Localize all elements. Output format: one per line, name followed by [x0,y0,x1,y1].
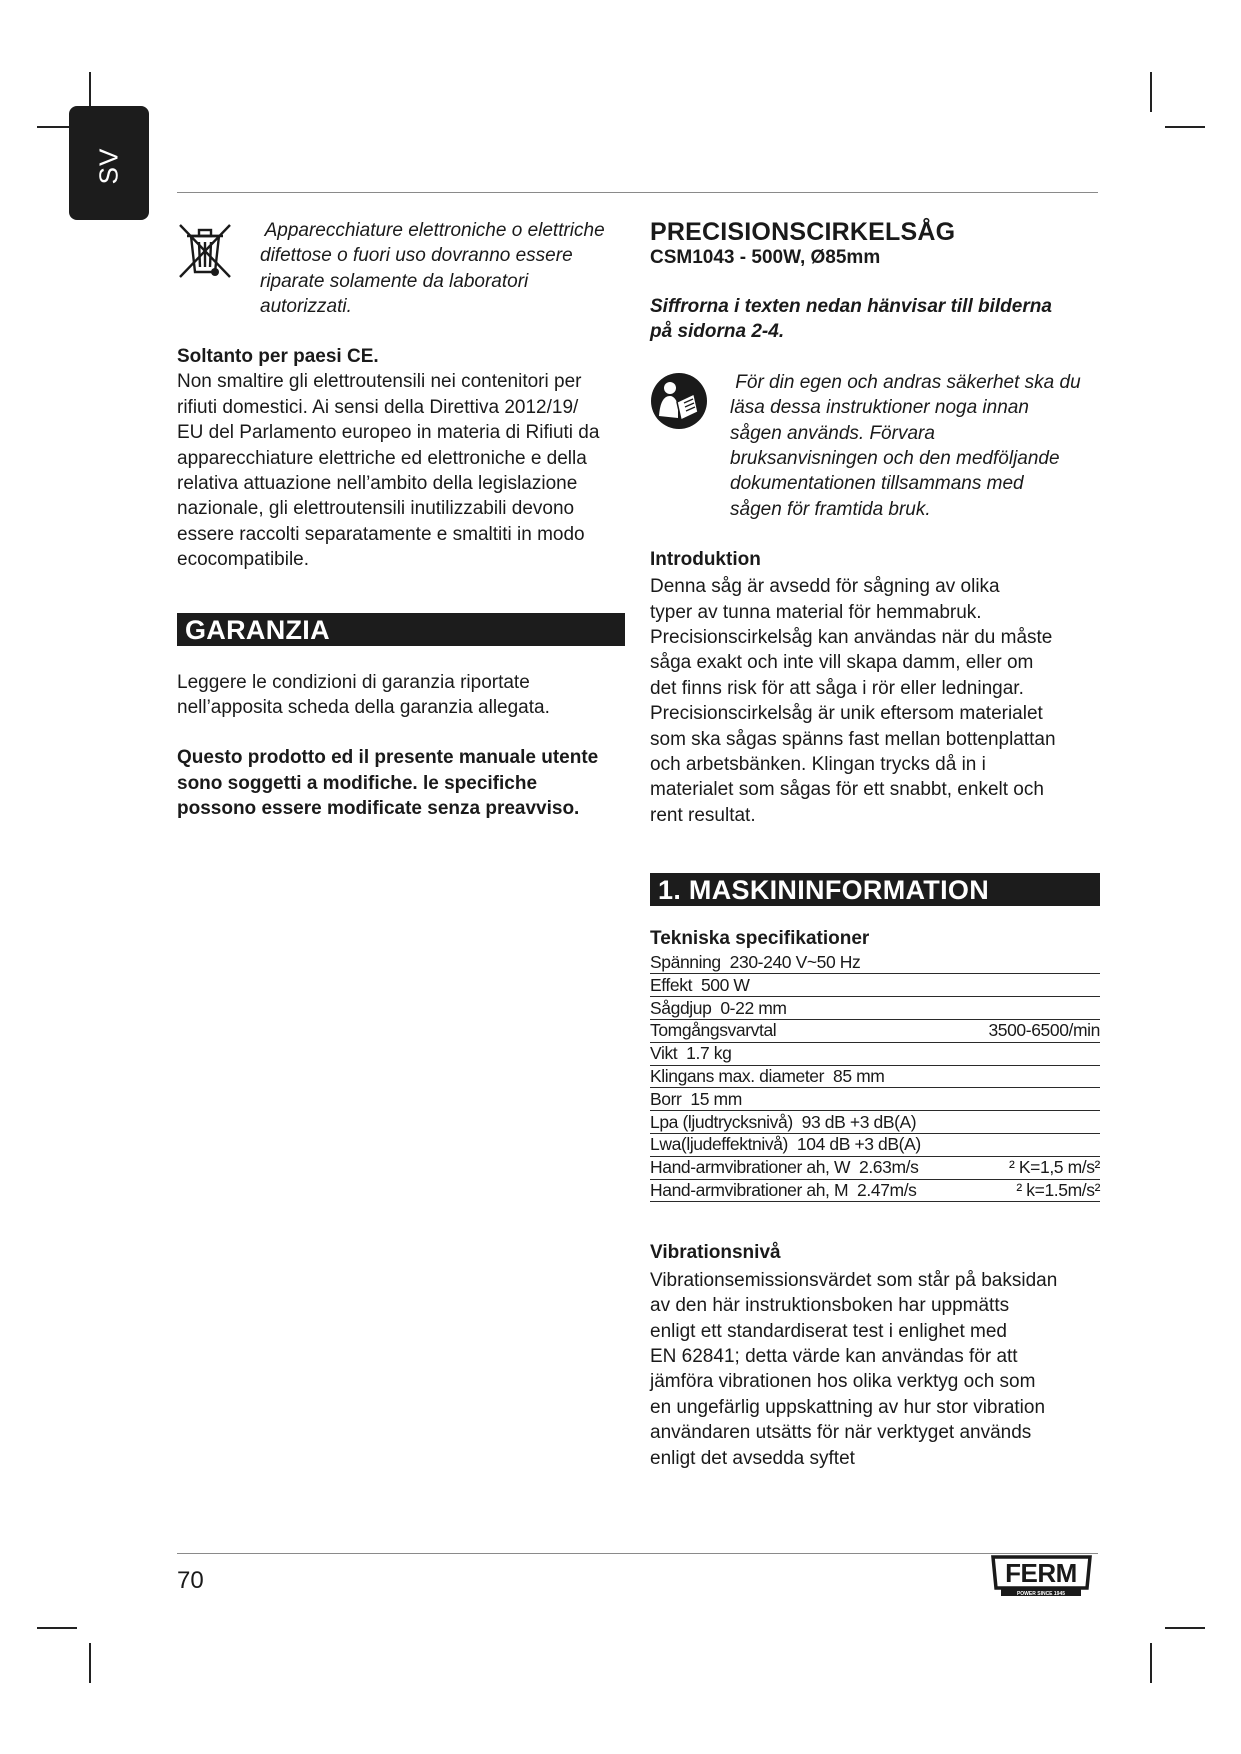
spec-label: Klingans max. diameter 85 mm [650,1065,969,1088]
crossed-bin-icon [177,222,233,280]
warranty-line: nell’apposita scheda della garanzia allegata. [177,697,550,719]
spec-label: Hand-armvibrationer ah, W 2.63m/s [650,1156,969,1179]
spec-row [650,974,1100,997]
vibration-line: Vibrationsemissionsvärdet som står på baksidan [650,1269,1058,1291]
ce-line: relativa attuazione nell’ambito della legislazione [177,473,578,495]
figure-note-line: Siffrorna i texten nedan hänvisar till bilderna [650,296,1052,317]
ferm-logo [987,1554,1096,1598]
spec-value: ² K=1,5 m/s² [969,1156,1100,1179]
safety-line: läsa dessa instruktioner noga innan [730,397,1029,419]
safety-line: sågen för framtida bruk. [730,498,931,520]
notice-line: possono essere modificate senza preavviso. [177,798,580,820]
ce-line: apparecchiature elettriche ed elettroniche e della [177,447,587,469]
spec-row [650,1179,1100,1202]
spec-row [650,952,1100,974]
spec-value [969,1134,1100,1157]
intro-line: som ska sågas spänns fast mellan bottenplattan [650,728,1056,750]
weee-notice [177,218,625,322]
vibration-heading: Vibrationsnivå [650,1242,781,1264]
vibration-line: en ungefärlig uppskattning av hur stor vibration [650,1396,1046,1418]
spec-label: Borr 15 mm [650,1088,969,1111]
header-rule [177,192,1098,193]
modification-notice [177,745,625,821]
figure-reference-note [650,294,1100,345]
intro-line: såga exakt och inte vill skapa damm, eller om [650,652,1034,674]
language-tab [69,106,149,220]
weee-line: Apparecchiature elettroniche o elettriche [260,220,605,241]
spec-row [650,1042,1100,1065]
crop-mark [89,1643,91,1683]
spec-value [969,1111,1100,1134]
intro-line: det finns risk för att såga i rör eller ledningar. [650,677,1024,699]
ce-line: EU del Parlamento europeo in materia di Rifiuti da [177,422,600,444]
language-tab-label: SV [93,147,124,185]
safety-notice [650,370,1100,523]
spec-row [650,1065,1100,1088]
spec-value: 3500-6500/min [969,1020,1100,1043]
read-manual-icon [650,372,708,430]
spec-label: Spänning 230-240 V~50 Hz [650,952,969,974]
spec-row [650,1111,1100,1134]
spec-value [969,952,1100,974]
vibration-line: av den här instruktionsboken har uppmätts [650,1295,1010,1317]
vibration-line: enligt ett standardiserat test i enlighet med [650,1320,1007,1342]
warranty-paragraph [177,670,625,721]
spec-label: Effekt 500 W [650,974,969,997]
machine-info-heading: 1. MASKININFORMATION [650,873,1100,906]
vibration-paragraph [650,1268,1100,1471]
intro-heading: Introduktion [650,548,761,570]
left-column [177,218,625,822]
intro-line: Precisionscirkelsåg kan användas när du måste [650,627,1053,649]
vibration-line: jämföra vibrationen hos olika verktyg och som [650,1371,1036,1393]
ce-line: essere raccolti separatamente e smaltiti in modo [177,523,585,545]
spec-label: Tomgångsvarvtal [650,1020,969,1043]
weee-line: difettose o fuori uso dovranno essere [260,245,573,267]
spec-row [650,1088,1100,1111]
product-title: PRECISIONSCIRKELSÅG [650,218,956,246]
ce-line: rifiuti domestici. Ai sensi della Direttiva 2012/19/ [177,396,579,418]
ce-heading: Soltanto per paesi CE. [177,346,379,367]
safety-line: bruksanvisningen och den medföljande [730,448,1060,470]
notice-line: Questo prodotto ed il presente manuale utente [177,747,599,769]
spec-label: Sågdjup 0-22 mm [650,997,969,1020]
spec-table [650,952,1100,1203]
crop-mark [1150,72,1152,112]
spec-value [969,974,1100,997]
ferm-logo-text: FERM [1005,1558,1077,1588]
footer-rule [177,1553,1098,1554]
spec-row [650,1020,1100,1043]
intro-line: Precisionscirkelsåg är unik eftersom materialet [650,703,1043,725]
right-column [650,218,1100,1471]
ferm-logo-mark [987,1554,1096,1598]
intro-line: rent resultat. [650,804,756,826]
figure-note-line: på sidorna 2-4. [650,321,785,343]
spec-value [969,1065,1100,1088]
spec-row [650,1134,1100,1157]
crop-mark [37,1627,77,1629]
spec-label: Vikt 1.7 kg [650,1042,969,1065]
notice-line: sono soggetti a modifiche. le specifiche [177,772,538,794]
spec-value [969,1042,1100,1065]
safety-line: dokumentationen tillsammans med [730,473,1024,495]
page-number: 70 [177,1567,204,1594]
warranty-line: Leggere le condizioni di garanzia riportate [177,671,530,693]
ce-paragraph [177,369,625,572]
vibration-line: EN 62841; detta värde kan användas för att [650,1346,1018,1368]
spec-label: Hand-armvibrationer ah, M 2.47m/s [650,1179,969,1202]
spec-label: Lpa (ljudtrycksnivå) 93 dB +3 dB(A) [650,1111,969,1134]
spec-heading: Tekniska specifikationer [650,928,870,950]
spec-value [969,997,1100,1020]
spec-row [650,1156,1100,1179]
safety-line: sågen används. Förvara [730,422,935,444]
spec-value [969,1088,1100,1111]
intro-line: Denna såg är avsedd för sågning av olika [650,576,1000,598]
product-subtitle: CSM1043 - 500W, Ø85mm [650,247,881,268]
vibration-line: användaren utsätts för när verktyget används [650,1422,1032,1444]
weee-line: autorizzati. [260,296,352,318]
intro-line: typer av tunna material för hemmabruk. [650,601,982,623]
warranty-heading: GARANZIA [177,613,625,646]
crop-mark [1165,1627,1205,1629]
spec-row [650,997,1100,1020]
ce-line: ecocompatibile. [177,549,310,571]
intro-line: och arbetsbänken. Klingan trycks då in i [650,754,986,776]
intro-line: materialet som sågas för ett snabbt, enkelt och [650,779,1044,801]
crop-mark [1150,1643,1152,1683]
vibration-line: enligt det avsedda syftet [650,1447,855,1469]
ce-line: Non smaltire gli elettroutensili nei contenitori per [177,371,582,393]
safety-line: För din egen och andras säkerhet ska du [730,371,1081,393]
spec-value: ² k=1.5m/s² [969,1179,1100,1202]
crop-mark [1165,126,1205,128]
spec-label: Lwa(ljudeffektnivå) 104 dB +3 dB(A) [650,1134,969,1157]
intro-paragraph [650,574,1100,828]
ferm-logo-tagline: POWER SINCE 1945 [1016,1591,1066,1597]
weee-line: riparate solamente da laboratori [260,270,529,292]
ce-line: nazionale, gli elettroutensili inutilizzabili devono [177,498,575,520]
